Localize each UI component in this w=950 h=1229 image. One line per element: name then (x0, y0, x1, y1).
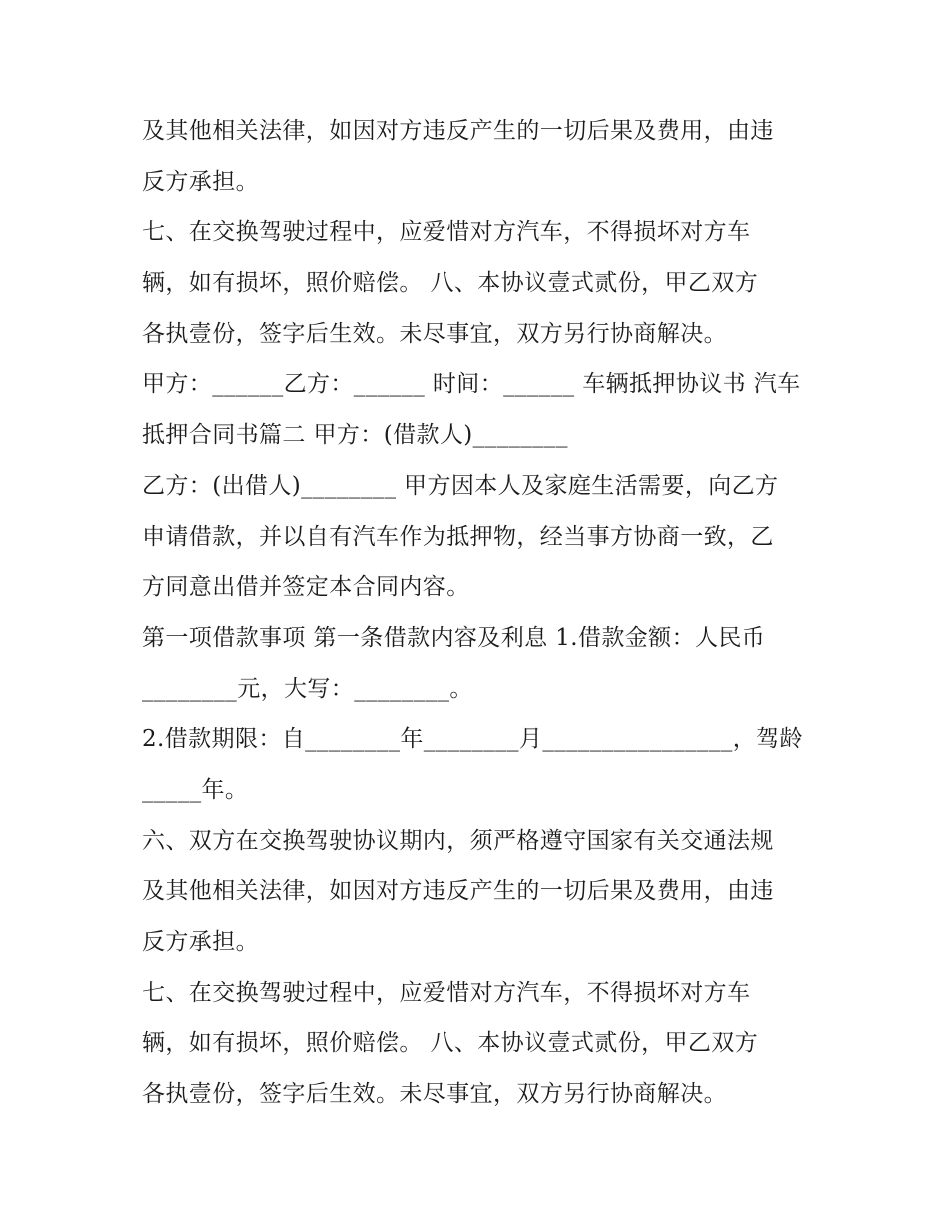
text-line: 及其他相关法律，如因对方违反产生的一切后果及费用，由违 (142, 878, 774, 905)
text-line: 申请借款，并以自有汽车作为抵押物，经当事方协商一致，乙 (142, 523, 774, 550)
text-line: 2.借款期限：自________年________月________________，驾龄 (142, 726, 803, 753)
text-line: 七、在交换驾驶过程中，应爱惜对方汽车，不得损坏对方车 (142, 979, 751, 1006)
text-line: 各执壹份，签字后生效。未尽事宜，双方另行协商解决。 (142, 1081, 727, 1108)
document-body (142, 106, 822, 1120)
text-line: _____年。 (142, 776, 249, 803)
text-line: 方同意出借并签定本合同内容。 (142, 574, 470, 601)
text-line: 反方承担。 (142, 929, 259, 955)
text-line: 第一项借款事项 第一条借款内容及利息 1.借款金额：人民币 (142, 624, 766, 651)
text-line: 乙方：(出借人)________ 甲方因本人及家庭生活需要，向乙方 (142, 472, 779, 499)
text-line: 各执壹份，签字后生效。未尽事宜，双方另行协商解决。 (142, 320, 727, 347)
text-line: 六、双方在交换驾驶协议期内，须严格遵守国家有关交通法规 (142, 827, 774, 854)
text-line: ________元，大写：________。 (142, 675, 473, 702)
text-line: 抵押合同书篇二 甲方：(借款人)________ (142, 422, 568, 449)
text-line: 辆，如有损坏，照价赔偿。 八、本协议壹式贰份，甲乙双方 (142, 270, 759, 297)
text-line: 辆，如有损坏，照价赔偿。 八、本协议壹式贰份，甲乙双方 (142, 1030, 759, 1057)
text-line: 及其他相关法律，如因对方违反产生的一切后果及费用，由违 (142, 118, 774, 144)
text-line: 反方承担。 (142, 168, 259, 195)
text-line: 七、在交换驾驶过程中，应爱惜对方汽车，不得损坏对方车 (142, 219, 751, 246)
text-line: 甲方：______乙方：______ 时间：______ 车辆抵押协议书 汽车 (142, 371, 801, 398)
